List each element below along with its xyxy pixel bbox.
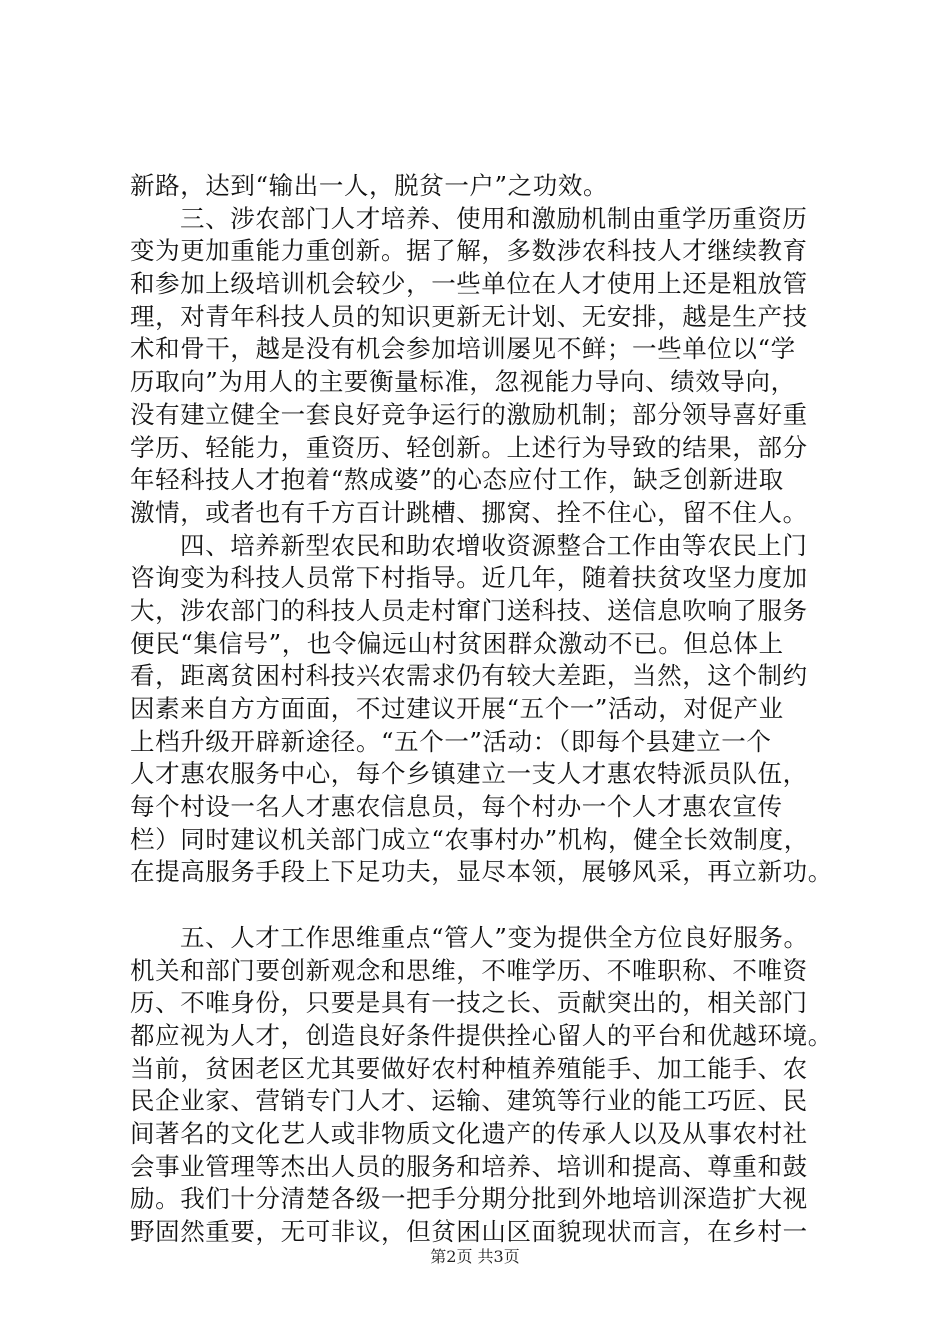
text-line: 会事业管理等杰出人员的服务和培养、培训和提高、尊重和鼓 bbox=[130, 1151, 808, 1181]
document-body bbox=[130, 170, 842, 1249]
text-line: 咨询变为科技人员常下村指导。近几年，随着扶贫攻坚力度加 bbox=[130, 563, 808, 593]
text-line: 术和骨干，越是没有机会参加培训屡见不鲜；一些单位以“学 bbox=[130, 334, 796, 364]
text-line: 在提高服务手段上下足功夫，显尽本领，展够风采，再立新功。 bbox=[130, 857, 833, 887]
text-line: 民企业家、营销专门人才、运输、建筑等行业的能工巧匠、民 bbox=[130, 1086, 808, 1116]
text-line: 大，涉农部门的科技人员走村窜门送科技、送信息吹响了服务 bbox=[130, 595, 808, 625]
paragraph-section-5 bbox=[130, 922, 842, 1249]
text-line: 历、不唯身份，只要是具有一技之长、贡献突出的，相关部门 bbox=[130, 988, 808, 1018]
text-line: 便民“集信号”，也令偏远山村贫困群众激动不已。但总体上 bbox=[130, 628, 784, 658]
text-line: 人才惠农服务中心，每个乡镇建立一支人才惠农特派员队伍， bbox=[130, 759, 808, 789]
text-line: 栏）同时建议机关部门成立“农事村办”机构，健全长效制度， bbox=[130, 824, 809, 854]
text-line: 四、培养新型农民和助农增收资源整合工作由等农民上门 bbox=[180, 530, 808, 560]
text-line: 励。我们十分清楚各级一把手分期分批到外地培训深造扩大视 bbox=[130, 1184, 808, 1214]
text-line: 和参加上级培训机会较少，一些单位在人才使用上还是粗放管 bbox=[130, 269, 808, 299]
text-line: 看，距离贫困村科技兴农需求仍有较大差距，当然，这个制约 bbox=[130, 661, 808, 691]
text-line: 没有建立健全一套良好竞争运行的激励机制；部分领导喜好重 bbox=[130, 399, 808, 429]
text-line: 当前，贫困老区尤其要做好农村种植养殖能手、加工能手、农 bbox=[130, 1053, 808, 1083]
page-footer: 第2页 共3页 bbox=[430, 1247, 520, 1266]
text-line: 都应视为人才，创造良好条件提供拴心留人的平台和优越环境。 bbox=[130, 1020, 833, 1050]
text-line: 新路，达到“输出一人，脱贫一户”之功效。 bbox=[130, 171, 609, 200]
paragraph-section-4 bbox=[130, 530, 842, 890]
text-line: 三、涉农部门人才培养、使用和激励机制由重学历重资历 bbox=[180, 203, 808, 233]
text-line: 每个村设一名人才惠农信息员，每个村办一个人才惠农宣传 bbox=[130, 792, 783, 822]
text-line: 变为更加重能力重创新。据了解，多数涉农科技人才继续教育 bbox=[130, 236, 808, 266]
text-line: 间著名的文化艺人或非物质文化遗产的传承人以及从事农村社 bbox=[130, 1118, 808, 1148]
text-line: 年轻科技人才抱着“熬成婆”的心态应付工作，缺乏创新进取 bbox=[130, 465, 784, 495]
text-line: 野固然重要，无可非议，但贫困山区面貌现状而言，在乡村一 bbox=[130, 1217, 808, 1246]
paragraph-section-3 bbox=[130, 203, 842, 530]
text-line: 理，对青年科技人员的知识更新无计划、无安排，越是生产技 bbox=[130, 301, 808, 331]
paragraph-1 bbox=[130, 170, 842, 203]
text-line: 因素来自方方面面，不过建议开展“五个一”活动，对促产业 bbox=[130, 694, 784, 723]
text-line: 学历、轻能力，重资历、轻创新。上述行为导致的结果，部分 bbox=[130, 432, 808, 462]
text-line: 五、人才工作思维重点“管人”变为提供全方位良好服务。 bbox=[180, 922, 809, 952]
text-line: 历取向”为用人的主要衡量标准，忽视能力导向、绩效导向， bbox=[130, 367, 796, 397]
text-line: 激情，或者也有千方百计跳槽、挪窝、拴不住心，留不住人。 bbox=[130, 497, 808, 527]
text-line: 上档升级开辟新途径。“五个一”活动：（即每个县建立一个 bbox=[130, 726, 772, 756]
text-line: 机关和部门要创新观念和思维，不唯学历、不唯职称、不唯资 bbox=[130, 955, 808, 985]
paragraph-spacer bbox=[130, 889, 842, 922]
